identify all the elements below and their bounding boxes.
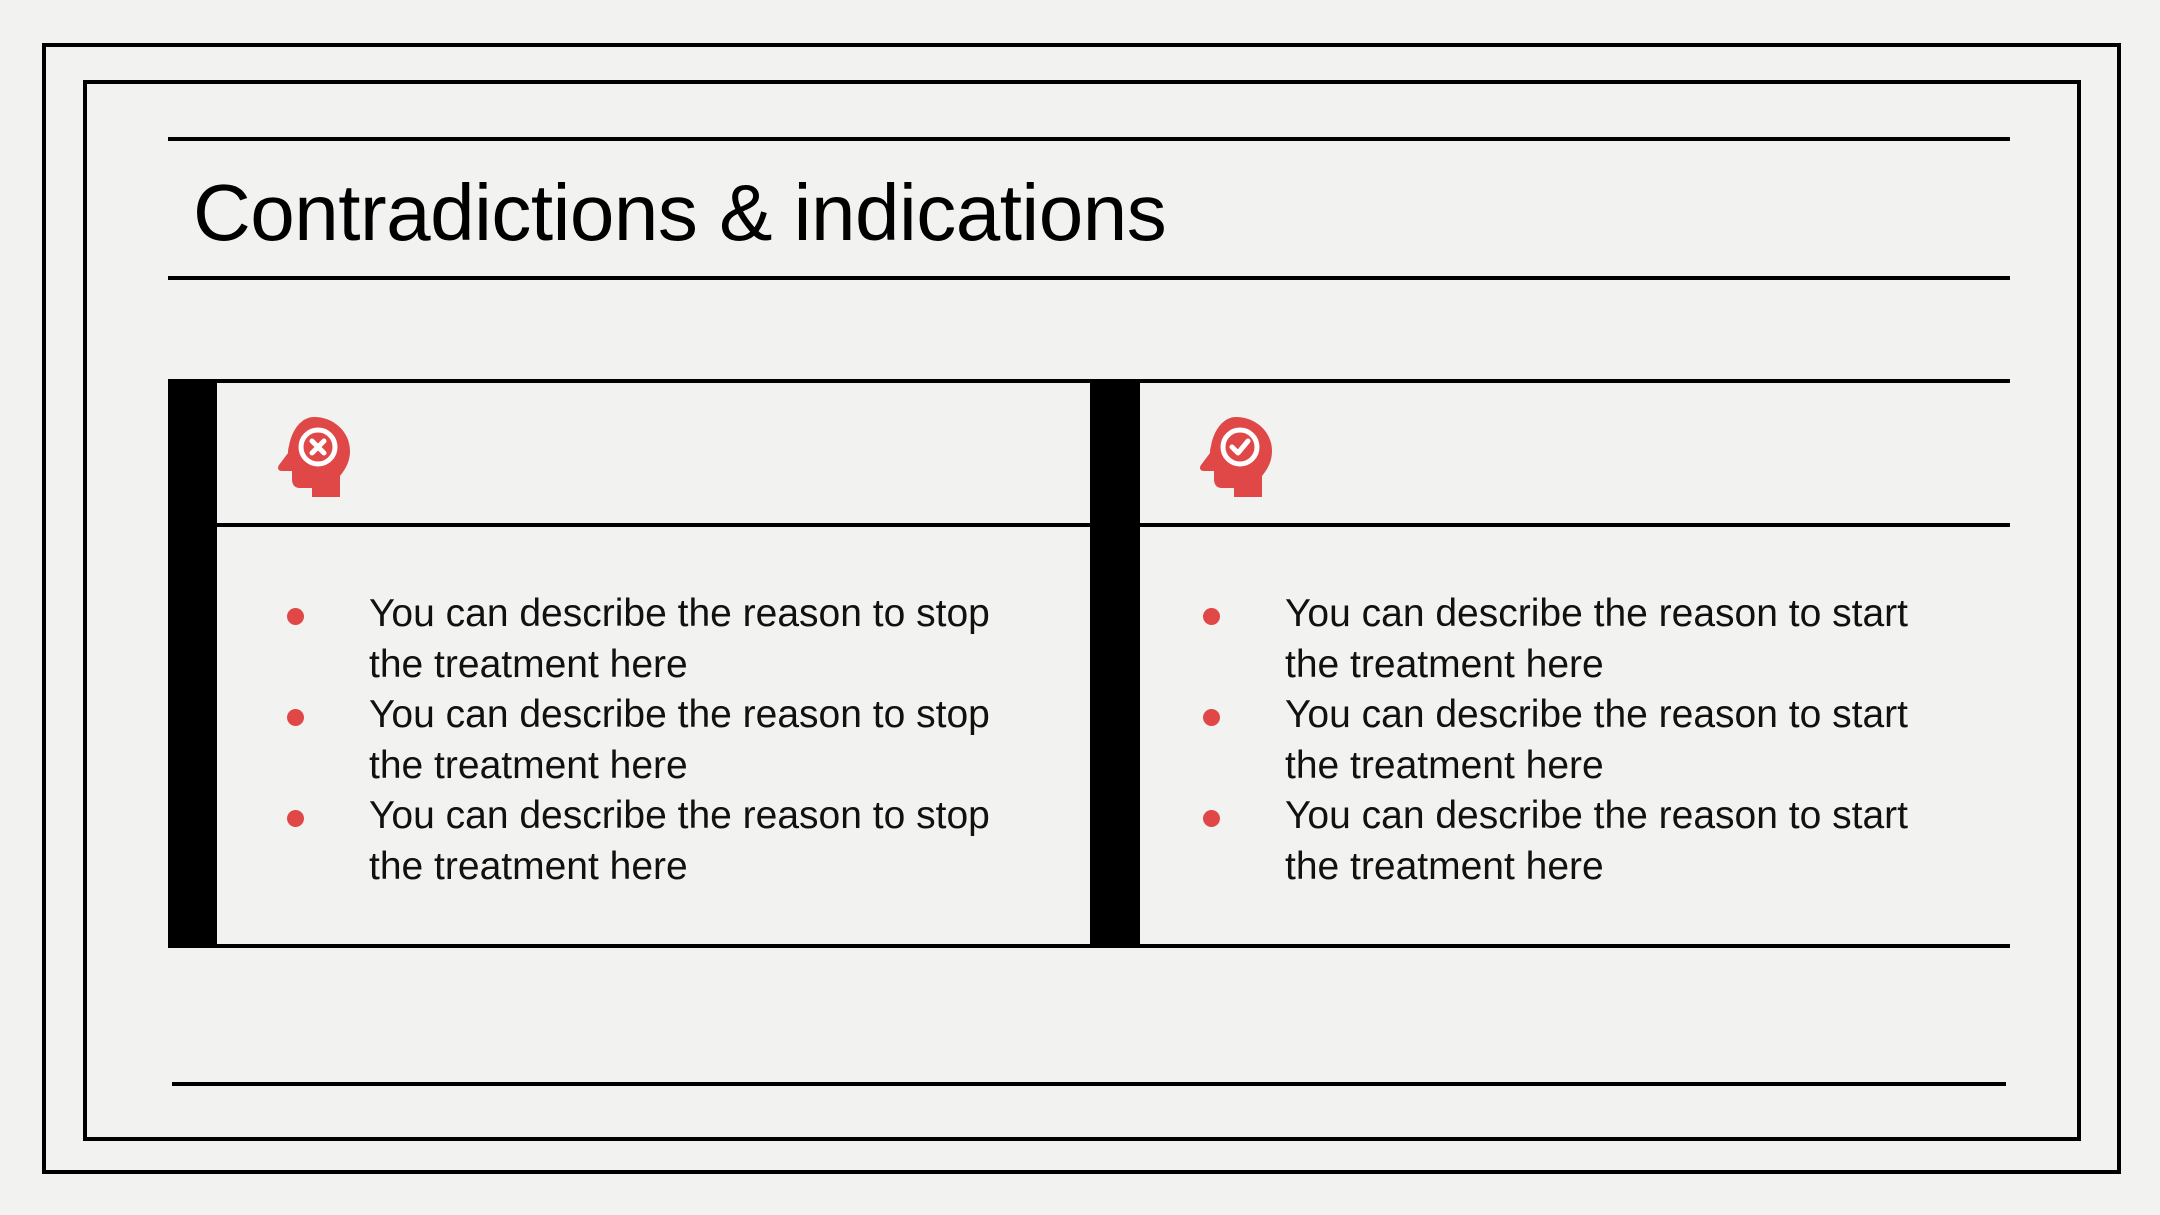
list-item-text: You can describe the reason to stop the treatment here (369, 794, 990, 888)
table-header-rule-right (1090, 523, 2010, 527)
bullet-dot (1203, 810, 1220, 827)
left-column-bar (168, 381, 217, 946)
bullet-dot (1203, 608, 1220, 625)
bullet-dot (1203, 709, 1220, 726)
list-item (287, 690, 1009, 791)
bullet-dot (287, 709, 304, 726)
title-bottom-rule (168, 276, 2010, 280)
list-item (287, 791, 1009, 892)
table-header-rule-left (168, 523, 1090, 527)
list-item (1203, 791, 1925, 892)
list-item-text: You can describe the reason to start the treatment here (1285, 592, 1908, 686)
head-check-circle-icon (1190, 413, 1278, 501)
list-item (1203, 690, 1925, 791)
indications-list (1203, 589, 1925, 892)
list-item (1203, 589, 1925, 690)
list-item-text: You can describe the reason to stop the treatment here (369, 592, 990, 686)
list-item-text: You can describe the reason to start the treatment here (1285, 693, 1908, 787)
right-column-bar (1090, 381, 1140, 946)
table-bottom-rule (168, 944, 2010, 948)
title-top-rule (168, 137, 2010, 141)
list-item-text: You can describe the reason to stop the treatment here (369, 693, 990, 787)
bullet-dot (287, 608, 304, 625)
list-item (287, 589, 1009, 690)
slide-title: Contradictions & indications (193, 168, 1167, 257)
table-top-rule (168, 379, 2010, 383)
bullet-dot (287, 810, 304, 827)
contraindications-list (287, 589, 1009, 892)
footer-rule (172, 1082, 2006, 1086)
list-item-text: You can describe the reason to start the treatment here (1285, 794, 1908, 888)
head-x-circle-icon (268, 413, 356, 501)
